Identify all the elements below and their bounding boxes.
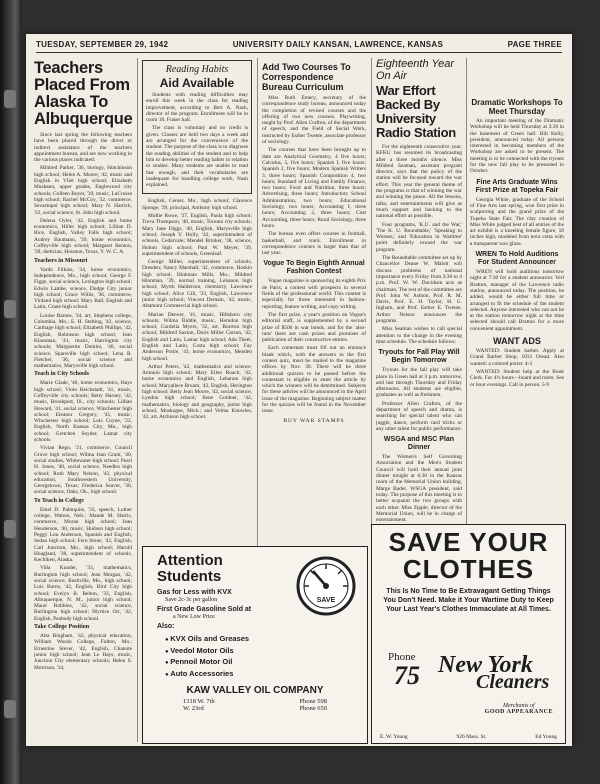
- article-text: Mildred Parker, '36, biology, Hutchinson high school; Helen A. Moore, '42, music and English in Vliet high school; Elizabeth Mushann, upper grades, Englewood city schools; Colleen Boyer, '39, music, LaCrosse high school; Rachel McCoy, '32, commerce, Sevastopol high school; Mary N. Harrick, '22, social science, St. John high school.: [34, 165, 132, 216]
- kaw-valley-oil-ad: [142, 546, 368, 744]
- ad-save-line: Save 2c-3c per gallon: [165, 597, 218, 603]
- column-rule: [466, 58, 467, 548]
- article-text: George Miller, superintendent of schools, Dresden; Nancy Marshall, '42, commerce, Hoskin high school; Hinkman Mills, Mo.; Mildred Hinnman, '39, normal training, Lebanon high school; Myrth Halderson, chemistry, Lawrence high school; Alice Gill, '33, English, Lawrence junior high school; Vincent Demain, '42, music, Altamont Commercial high school.: [142, 259, 252, 310]
- ad-product: ● Pennoil Motor Oil: [165, 657, 367, 669]
- headline-workshops: Dramatic Workshops To Meet Thursday: [471, 98, 563, 116]
- ad-merchants-line: Merchants of: [503, 703, 535, 709]
- newspaper-page: [26, 34, 572, 746]
- article-text: The class is voluntary and no credit is given. Classes are held two days a week and are arranged for the convenience of the student. The purpose of the class is to diagnose the reading abilities of the student and to help him to develop better reading habits in relation to studies. Many students are unable to read fast enough, and their vocabularies are inadequate for handling college work, Nash explained.: [146, 125, 248, 189]
- subhead: Teach in City Schools: [34, 371, 89, 378]
- gauge-label: SAVE: [316, 597, 336, 604]
- masthead-page: PAGE THREE: [507, 40, 562, 49]
- article-text: Miss Seaman wishes to call special attention to the change in the evening time schedule. The schedule follows:: [376, 326, 462, 345]
- column-rule: [137, 58, 138, 742]
- ad-phone-label: Phone: [388, 651, 416, 663]
- column-rule: [371, 58, 372, 548]
- article-text: The courses that have been brought up to date are Analytical Geometry, 4 five hours; Calculus, 5, five hours; Spanish I, five hours; Spanish 2, five hours; Modern Spanish Writers 3, three hours; Spanish Composition 4, two hours; Standard of Living and Family Finance, two hours; Food and Nutrition, three hours; Advertising, three hours; Introductory School Administration, two hours; Educational Sociology, two hours; Accounting I, three hours; Accounting 2, three hours; Cost Accounting, three hours; Rural Sociology, three hours.: [262, 147, 366, 229]
- article-text: Vogue magazine is sponsoring its eighth Prix de Paris, a contest with prospects in several fields of the professional world. This contest is especially for those interested in fashion-reporting, feature writing, and copy writing.: [262, 278, 366, 310]
- headline-wsga: WSGA and MSC Plan Dinner: [383, 436, 455, 452]
- column-rule: [257, 58, 258, 548]
- article-text: Delena Oyler, '42, English and home economics, Hiller high school; Lillian D. Rice, English, Valley Falls high school; Audrey Baumann, '39, home economics, Coffeyville high school; Margaret Benton, '39, dietician, Houston, Texas, Y. W. C. A.: [34, 217, 132, 256]
- ad-students: Students: [157, 568, 222, 585]
- article-text: An important meeting of the Dramatic Workshop will be held Thursday at 3:30 in the basement of Green hall. Bill Kelly, president, announced today. All persons interested in becoming members of the Workshop are asked to be present. The meeting is to be connected with the tryouts for the new fall play to be presented in October.: [470, 118, 564, 175]
- subhead: Teachers in Missouri: [34, 257, 88, 264]
- radio-kicker: Eighteenth Year On Air: [376, 58, 455, 82]
- article-text: Arthur Peters, '42, mathematics and science, Antonio high school; Mary Ellen Roach, '42, home economics and English, Lebanon high school; Maryallece Bruam, '42, English, Herington high school; Betty Jean Moore, '42, social science, Lyndon high school; Ilene Goldner, '42, mathematics, biology and geography, junior high school, Muskogee, Mich.; and Velma Knowles, '42, art, Atchison high school.: [142, 363, 252, 421]
- headline-wren: WREN To Hold Auditions For Student Announcer: [475, 251, 559, 267]
- ad-attention: Attention: [157, 552, 223, 569]
- ad-phone: Phone 598: [299, 698, 327, 705]
- buy-war-stamps: BUY WAR STAMPS: [283, 417, 345, 424]
- headline-tryouts: Tryouts for Fall Play Will Begin Tomorrow: [378, 349, 460, 365]
- ad-low-price: a New Low Price: [173, 614, 215, 620]
- masthead: [36, 40, 562, 53]
- want-ads-title: WANT ADS: [493, 336, 541, 347]
- headline-correspondence: Add Two Courses To Correspondence Bureau Curriculum: [262, 62, 351, 92]
- headline-radio: War Effort Backed By University Radio Station: [376, 83, 456, 140]
- ad-save-title: SAVE YOUR: [388, 527, 549, 557]
- article-text: Students with reading difficulties may enroll this week in the class for reading improvement, according to Bert A. Nash, director of the program. Enrollment will be in room 18, Fraser hall.: [146, 92, 248, 124]
- binder-spine: [0, 0, 22, 784]
- masthead-date: TUESDAY, SEPTEMBER 29, 1942: [36, 40, 169, 49]
- article-text: The Women's Self Governing Association and the Men's Student Council will hold their annual joint dinner tonight at 6:30 in the Kansas room of the Memorial Union building, Marge Bader, WSGA president, said today. The purpose of this meeting is to better acquaint the two groups with each other. Miss Zipple, director of the Memorial Union, will be in charge of entertainment.: [376, 454, 462, 524]
- ad-first-grade: First Grade Gasoline Sold at: [157, 606, 252, 613]
- ad-also: Also:: [157, 623, 175, 630]
- article-text: Four programs, 'K.U. and the War,' 'The K. U. Roundtable,' 'Speaking to Women,' and 'Education in Wartime' point definitely toward the war program.: [376, 221, 462, 253]
- ad-product-list: [165, 634, 367, 680]
- article-text: Since last spring the following teachers have been placed through the direct or indirect assistance of the teachers appointment bureau, and are now working in the various places indicated:: [34, 132, 132, 164]
- ad-footer: [380, 734, 557, 740]
- ad-phone-number: 75: [394, 661, 420, 690]
- article-text: For the eighteenth consecutive year, KFKU has resumed its broadcasting after a three months silence. Miss Mildred Seaman, assistant program director, says that the policy of the station will be focused toward the war effort. This year the general theme of the programs is that of winning the war and winning the peace. All the lessons, talks, and entertainments will give as much support and backing to the national effort as possible.: [376, 144, 462, 220]
- column-5: [470, 58, 564, 558]
- article-text: Ethel D. Palmquist, '33, speech, Luther college, Wahoo, Neb.; Maude M. Harris, commerce, Moran high school; Jean Henderson, '40, music, Hudson high school; Peggy Lou Anderson, Spanish and English, Sedan high school; Fern Stone, '42, English, Carl Junction, Mo., high school; Harold Hoagland, '38, superintendent of schools, Kechiken, Alaska.: [34, 506, 132, 564]
- ad-address: 926 Mass. St.: [456, 734, 487, 740]
- ad-company: KAW VALLEY OIL COMPANY: [186, 685, 324, 696]
- gas-gauge-icon: [295, 555, 357, 617]
- article-text: Professor Allen Crafton, of the department of speech and drama, is searching for special talent who can juggle, dance, perform card tricks or any other talent for public performance.: [376, 400, 462, 432]
- ad-address-block: [183, 698, 327, 712]
- article-text: Vivian Regn, '21, commerce, Council Grove high school; Wilma Jean Grant, '40, social studies, Whitewater high school; Pearl H. Jones, '40, social science, Needles high school; Ruth Mary Nelson, '42, physical education, Southwestern University, Georgetown, Texas; Frederica Seaver, '36, social science, Oaks, Ok., high school.: [34, 445, 132, 496]
- ad-phone: Phone 650: [299, 705, 327, 712]
- new-york-cleaners-ad: [371, 524, 566, 744]
- binder-ring: [4, 700, 16, 718]
- want-ad: WANTED: Student help at the Book Clerk. For 4½ hours—board and room. See or hour evenings. Call in person. 5-9: [470, 368, 564, 388]
- subhead: To Teach in College: [34, 497, 84, 504]
- article-text: Vardo Filkins, '34, home economics, Independence, Mo., high school; George F. Figge, social science, Lexington high school; Edwin Lambe, science, Dodge City junior high school; Grace Willis, '36, commerce, Vinland high school; Mary Ball, English and Latin, Crane high school.: [34, 266, 132, 311]
- article-text: Villa Kunder, '33, mathematics, Burlington high school; Jean Morgan, '42, social science, Rushville, Mo., high school; Lois Burns, '42, English, Bird City high school; Evelyn B. Belton, '33, English, Albuquerque, N. M., junior high school; Maud Robbins, '42, social science, Burlington high school; Myrtice Orr, '42, English, Peabody high school.: [34, 565, 132, 622]
- subhead: Take College Position: [34, 624, 90, 631]
- masthead-title: UNIVERSITY DAILY KANSAN, LAWRENCE, KANSAS: [232, 40, 444, 49]
- article-text: The bureau even offers courses in football, basketball, and track. Enrollment in correspondence courses is larger than that of last year.: [262, 231, 366, 257]
- article-text: Tryouts for the fall play will take place in Green hall at 3 p.m. tomorrow, and last through Thursday and Friday afternoons. All students are eligible, graduates as well as freshmen.: [376, 367, 462, 399]
- ad-product: ● Veedol Motor Oils: [165, 646, 367, 658]
- binder-ring: [4, 300, 16, 318]
- article-text: Louise Barnes, '34, art, Stephens college, Columbia, Mo.; E. H. Stelting, '42, science, Carthage high school; Elizabeth Phillips, '42, English, Robinson high school; Jean Klassman, '41, music, Harrington city schools; Marguerite Domini, '40, social science, Sparsville high school; Lena B. Fletcher, '36, social science and mathematics, Marysville high school.: [34, 312, 132, 370]
- column-3: [262, 58, 366, 556]
- headline-fine-arts: Fine Arts Graduate Wins First Prize at Topeka Fair: [475, 178, 559, 194]
- article-text: Georgia White, graduate of the School of Fine Arts last spring, won first prize in sculpturing and the grand prize of the Topeka State Fair. The clay creation of Miss White judged best of all entries of the art exhibit is a kneeling female figure, 18 inches high, modeled from terra cotta with a transparent wax glaze.: [470, 196, 564, 247]
- binder-ring: [4, 90, 16, 108]
- binder-ring: [4, 520, 16, 538]
- headline-teachers: Teachers Placed From Alaska To Albuquerque: [34, 59, 132, 128]
- article-text: Marie Glade, '40, home economics, Hays high school; Viola Reichstadt, '41, music, Coffeyville city schools; Betty Harney, '42, music, Brookport, Ill., city schools; Lillian Howard, '41, social science, Winchester high school; Eleanor Gregory, '41, music, Winchester high school; Lois Coyne, '22, English, North Kansas City, Mo., high school; Gretchen Snyder, Lamar city schools.: [34, 380, 132, 444]
- ad-product: ● KVX Oils and Greases: [165, 634, 367, 646]
- article-text: Each contestant must fill out an entrance blank which, with the answers to the first contest quiz, must be mailed to the magazine offices by Nov. 30. There will be three additional quizzes to be passed before the contestant is eligible to enter the article by which the winners will be determined. Subjects for these articles will be announced in the April issue of the magazine. Beginning subject matter for the quizzes will be found in the November issue.: [262, 345, 366, 415]
- headline-vogue: Vogue To Begin Eighth Annual Fashion Contest: [263, 260, 365, 276]
- ad-owner: E. W. Young: [380, 734, 408, 740]
- article-text: Mollie Rowe, '37, English, Paola high school; Treva Thompson, '40, music, Toronto city schools; Mary Jane Diggs, '40, English, Marysville high school; Joseph V. Holly, '42, superintendent of schools, Cedarvale; Mendel Brinker, '38, science, Holton high school; Paul W. Meyer, '39, superintendent of schools, Greenleaf.: [142, 213, 252, 257]
- ad-address: 1318 W. 7th: [183, 698, 215, 705]
- reading-habits-box: [142, 60, 252, 194]
- column-2: [142, 58, 252, 558]
- ad-good-appearance: GOOD APPEARANCE: [484, 709, 553, 715]
- article-text: WREN will hold auditions tomorrow night at 7:30 for a student announcer. Verl Bratton, manager of the Lawrence radio station, announced today. The position, he added, would be either full time or arranged to fit the schedule of the student selected. Anyone interested who can not be at the station tomorrow night at the time selected should call Bratton for a more convenient appointment.: [470, 269, 564, 332]
- ad-product: ● Auto Accessories: [165, 669, 367, 681]
- article-text: English, Center, Mo., high school; Clarence Sponge, '39, principal, Anthony high school.: [142, 198, 252, 211]
- article-text: The Roundtable committee set up by Chancellor Deane W. Malott will discuss problems of national importance every Friday from 3:30 to 4 p.m. Prof. W. W. Davidson acts as chairman. The rest of the committee are Prof. John W. Ashton, Prof. R. M. Davis, Prof. E. H. Taylor, H. G. Ingham, and Prof. Esther E. Twente. Arthur Nelson announces the programs.: [376, 255, 462, 325]
- article-text: Marian Denver, '41, music, Hillsboro city schools; Wilma Biddle, music, Herndon high school; Cordelia Myers, '32, art, Burrton high school; Mildred Saxton, Doris Miller Carson, '42, English and Latin, Lamar high school; Ada Theel, English and Latin, Costa high school; Fay Anderson Pottie, '43, home economics, Menden high school.: [142, 311, 252, 362]
- ad-body: This Is No Time to Be Extravagant Getting Things You Don't Need. Make it Your Wartime Duty to Keep Your Last Year's Clothes Immaculate at All Times.: [383, 588, 554, 613]
- article-text: The first prize, a year's position on Vogue's editorial staff, is supplemented by a second prize of $500 in war bonds, and for the 'also-rans' there are cash prizes and promises of publication of their constructive entries.: [262, 311, 366, 344]
- ad-clothes-title: CLOTHES: [402, 554, 535, 584]
- ad-brand-newyork: New York: [438, 652, 533, 678]
- article-text: Alta Bingham, '42, physical education, William Woods College, Fulton, Mo.; Ernestine Stever, '42, English, Chanute junior high school; Jean Le Hays, music, Junction City elementary schools; Helen S. Morrison, '34,: [34, 633, 132, 671]
- ad-owner: Ed Young: [535, 734, 557, 740]
- want-ad: WANTED: Student barber. Apply at Grand Barber Shop, 1031 Oread. Also wanted: a colored porter. 4-3: [470, 348, 564, 367]
- box-kicker: Reading Habits: [165, 64, 229, 75]
- ad-merchants: [485, 703, 553, 715]
- ad-brand-cleaners: Cleaners: [476, 671, 550, 693]
- article-text: Miss Ruth Emery, secretary of the correspondence study bureau, announced today the completion of revised courses and the offering of two new courses. Playwriting, taught by Prof. Allen Crafton, of the department of speech, and the Field of Social Work, instructed by Esther Twente, associate professor of sociology.: [262, 95, 366, 146]
- column-4: [376, 58, 462, 558]
- column-1: [34, 58, 132, 742]
- ad-gas-line: Gas for Less with KVX: [157, 589, 232, 596]
- box-title: Aid Available: [159, 76, 235, 90]
- ad-address: W. 23rd: [183, 705, 204, 712]
